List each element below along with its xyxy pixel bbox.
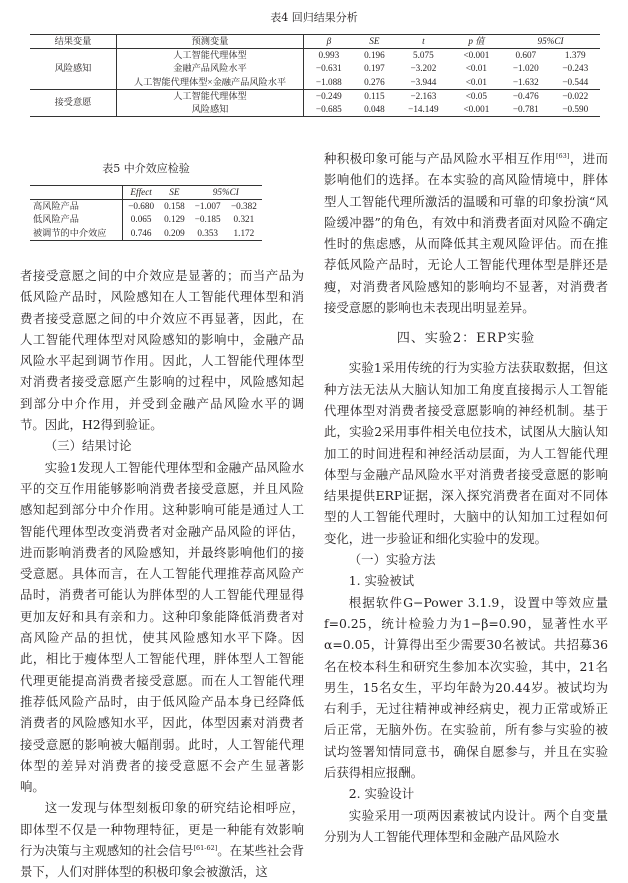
ci-low-cell: −0.476 (501, 89, 550, 103)
effect-cell: 0.065 (130, 214, 152, 225)
ci-high-cell: 0.321 (233, 214, 255, 225)
beta-cell: −0.631 (315, 63, 342, 74)
header-outcome: 结果变量 (30, 35, 117, 49)
p-cell: <0.01 (465, 63, 487, 74)
row-label: 低风险产品 (30, 213, 123, 226)
se-cell: 0.129 (164, 214, 185, 225)
table5-caption: 表5 中介效应检验 (102, 162, 190, 175)
t-cell: 5.075 (413, 50, 434, 61)
paragraph (324, 148, 608, 318)
ci-low-cell: −0.185 (194, 214, 221, 225)
se-cell: 0.276 (364, 76, 385, 87)
ci-low-cell: −0.781 (512, 104, 539, 115)
header-beta: β (326, 36, 332, 46)
citation: [63] (556, 151, 570, 160)
paragraph (20, 797, 304, 882)
paragraph: 实验1采用传统的行为实验方法获取数据，但这种方法无法从大脑认知加工角度直接揭示人工智能代理体型对消费者接受意愿影响的神经机制。基于此，实验2采用事件相关电位技术，试图从大脑认知加工的时间进程和神经活动层面，为人工智能代理体型与金融产品风险水平对消费者接受意愿的影响结果提供ERP证据，深入探究消费者在面对不同体型的人工智能代理时，大脑中的认知加工过程如何变化，进一步验证和细化实验中的发现。 (324, 360, 608, 546)
ci-high-cell: 1.379 (564, 50, 586, 61)
ci-high-cell: −0.590 (562, 104, 589, 115)
mediation-table (30, 185, 262, 241)
paragraph: 实验1发现人工智能代理体型和金融产品风险水平的交互作用能够影响消费者接受意愿，并且风险感知起到部分中介作用。这种影响可能是通过人工智能代理体型改变消费者对金融产品风险的评估，进而影响消费者的风险感知，并最终影响他们的接受意愿。具体而言，在人工智能代理推荐高风险产品时，消费者可能认为胖体型的人工智能代理显得更加友好和具有亲和力。这种印象能降低消费者对高风险产品的担忧，使其风险感知水平下降。因此，相比于瘦体型人工智能代理，胖体型人工智能代理更能提高消费者接受意愿。而在人工智能代理推荐低风险产品时，由于低风险产品本身已经降低消费者的风险感知水平，因此，体型因素对消费者接受意愿的影响被大幅削弱。此时，人工智能代理体型的差异对消费者的接受意愿不会产生显著影响。 (20, 459, 304, 795)
t-cell: −3.202 (410, 63, 437, 74)
section-heading: 四、实验2：ERP实验 (396, 331, 536, 347)
row-label: 高风险产品 (30, 200, 123, 214)
outcome-acceptance: 接受意愿 (30, 89, 117, 116)
header-p: p 值 (468, 36, 485, 46)
text-span: ，进而影响他们的选择。在本实验的高风险情境中，胖体型人工智能代理所激活的温暖和可靠的印象扮演“风险缓冲器”的角色，有效中和消费者面对风险不确定性时的焦虑感，从而降低其主观风险评估。而在推荐低风险产品时，无论人工智能代理体型是胖还是瘦，对消费者风险感知的影响均不显著，对消费者接受意愿的影响也未表现出明显差异。 (324, 151, 609, 316)
table-row (30, 227, 262, 241)
row-label: 被调节的中介效应 (30, 227, 123, 241)
predictor-cell: 人工智能代理体型×金融产品风险水平 (117, 76, 304, 90)
se-cell: 0.196 (364, 50, 385, 61)
header-se: SE (169, 187, 180, 197)
table-row (30, 213, 262, 226)
t-cell: −2.163 (395, 89, 452, 103)
subsubheading-participants: 1. 实验被试 (348, 573, 415, 589)
header-ci: 95%CI (537, 36, 564, 46)
effect-cell: −0.680 (128, 201, 155, 212)
header-empty (30, 186, 123, 200)
table-row (30, 89, 600, 103)
ci-high-cell: −0.544 (562, 76, 589, 87)
p-cell: <0.001 (463, 50, 490, 61)
subsubheading-design: 2. 实验设计 (348, 786, 415, 802)
left-column (20, 265, 304, 883)
subheading-discussion: （三）结果讨论 (44, 438, 132, 454)
se-cell: 0.158 (164, 201, 185, 212)
ci-low-cell: −1.020 (512, 63, 539, 74)
se-cell: 0.048 (364, 104, 385, 115)
predictor-cell: 风险感知 (117, 103, 304, 117)
ci-low-cell: −1.007 (194, 201, 221, 212)
ci-high-cell: 1.172 (233, 227, 255, 238)
se-cell: 0.197 (364, 63, 385, 74)
text-span: 这一发现与体型刻板印象的研究结论相呼应，即体型不仅是一种物理特征，更是一种能有效影响行为决策与主观感知的社会信号 (20, 800, 304, 859)
ci-low-cell: −1.632 (512, 76, 539, 87)
ci-high-cell: −0.382 (230, 201, 257, 212)
outcome-risk-perception: 风险感知 (30, 49, 117, 90)
subheading-method: （一）实验方法 (348, 552, 436, 568)
header-t: t (422, 36, 425, 46)
p-cell: <0.001 (463, 104, 490, 115)
ci-low-cell: 0.353 (197, 227, 218, 238)
beta-cell: −0.249 (304, 89, 354, 103)
predictor-cell: 人工智能代理体型 (117, 49, 304, 63)
predictor-cell: 人工智能代理体型 (117, 89, 304, 103)
text-span: 。在某些社会背景下，人们对胖体型的积极印象会被激活，这 (20, 843, 305, 880)
t-cell: −3.944 (410, 76, 437, 87)
header-se: SE (369, 36, 380, 46)
se-cell: 0.209 (164, 227, 185, 238)
table-row (30, 200, 262, 214)
effect-cell: 0.746 (130, 227, 152, 238)
header-effect: Effect (130, 187, 152, 197)
header-predictor: 预测变量 (117, 35, 304, 49)
beta-cell: −0.685 (315, 104, 342, 115)
header-ci: 95%CI (212, 187, 239, 197)
ci-low-cell: 0.607 (515, 50, 537, 61)
ci-high-cell: −0.243 (562, 63, 589, 74)
paragraph: 实验采用一项两因素被试内设计。两个自变量分别为人工智能代理体型和金融产品风险水 (324, 807, 608, 844)
paragraph: 者接受意愿之间的中介效应是显著的；而当产品为低风险产品时，风险感知在人工智能代理体型和消费者接受意愿之间的中介效应不再显著，因此，在人工智能代理体型对风险感知的影响中，金融产品风险水平起到调节作用。因此，人工智能代理体型对消费者接受意愿产生影响的过程中，风险感知起到部分中介作用，并受到金融产品风险水平的调节。因此，H2得到验证。 (20, 268, 304, 433)
table-header-row (30, 35, 600, 49)
ci-high-cell: −0.022 (551, 89, 600, 103)
table-row (30, 49, 600, 63)
beta-cell: 0.993 (318, 50, 340, 61)
table-header-row (30, 186, 262, 200)
se-cell: 0.115 (354, 89, 395, 103)
beta-cell: −1.088 (315, 76, 342, 87)
t-cell: −14.149 (408, 104, 439, 115)
citation: [61-62] (193, 843, 218, 852)
p-cell: <0.05 (452, 89, 501, 103)
regression-table (30, 34, 600, 117)
text-span: 种积极印象可能与产品风险水平相互作用 (324, 151, 556, 166)
paragraph: 根据软件G−Power 3.1.9，设置中等效应量f=0.25，统计检验力为1−β=0.90，显著性水平α=0.05，计算得出至少需要30名被试。共招募36名在校本科生和研究生参加本次实验，其中，21名男生，15名女生，平均年龄为20.44岁。被试均为右利手，无过往精神或神经病史，视力正常或矫正后正常，无脑外伤。在实验前，所有参与实验的被试均签署知情同意书，确保自愿参与，并且在实验后获得相应报酬。 (324, 594, 608, 781)
predictor-cell: 金融产品风险水平 (117, 62, 304, 75)
right-column (324, 148, 608, 847)
p-cell: <0.01 (465, 76, 487, 87)
table4-caption: 表4 回归结果分析 (270, 11, 358, 24)
